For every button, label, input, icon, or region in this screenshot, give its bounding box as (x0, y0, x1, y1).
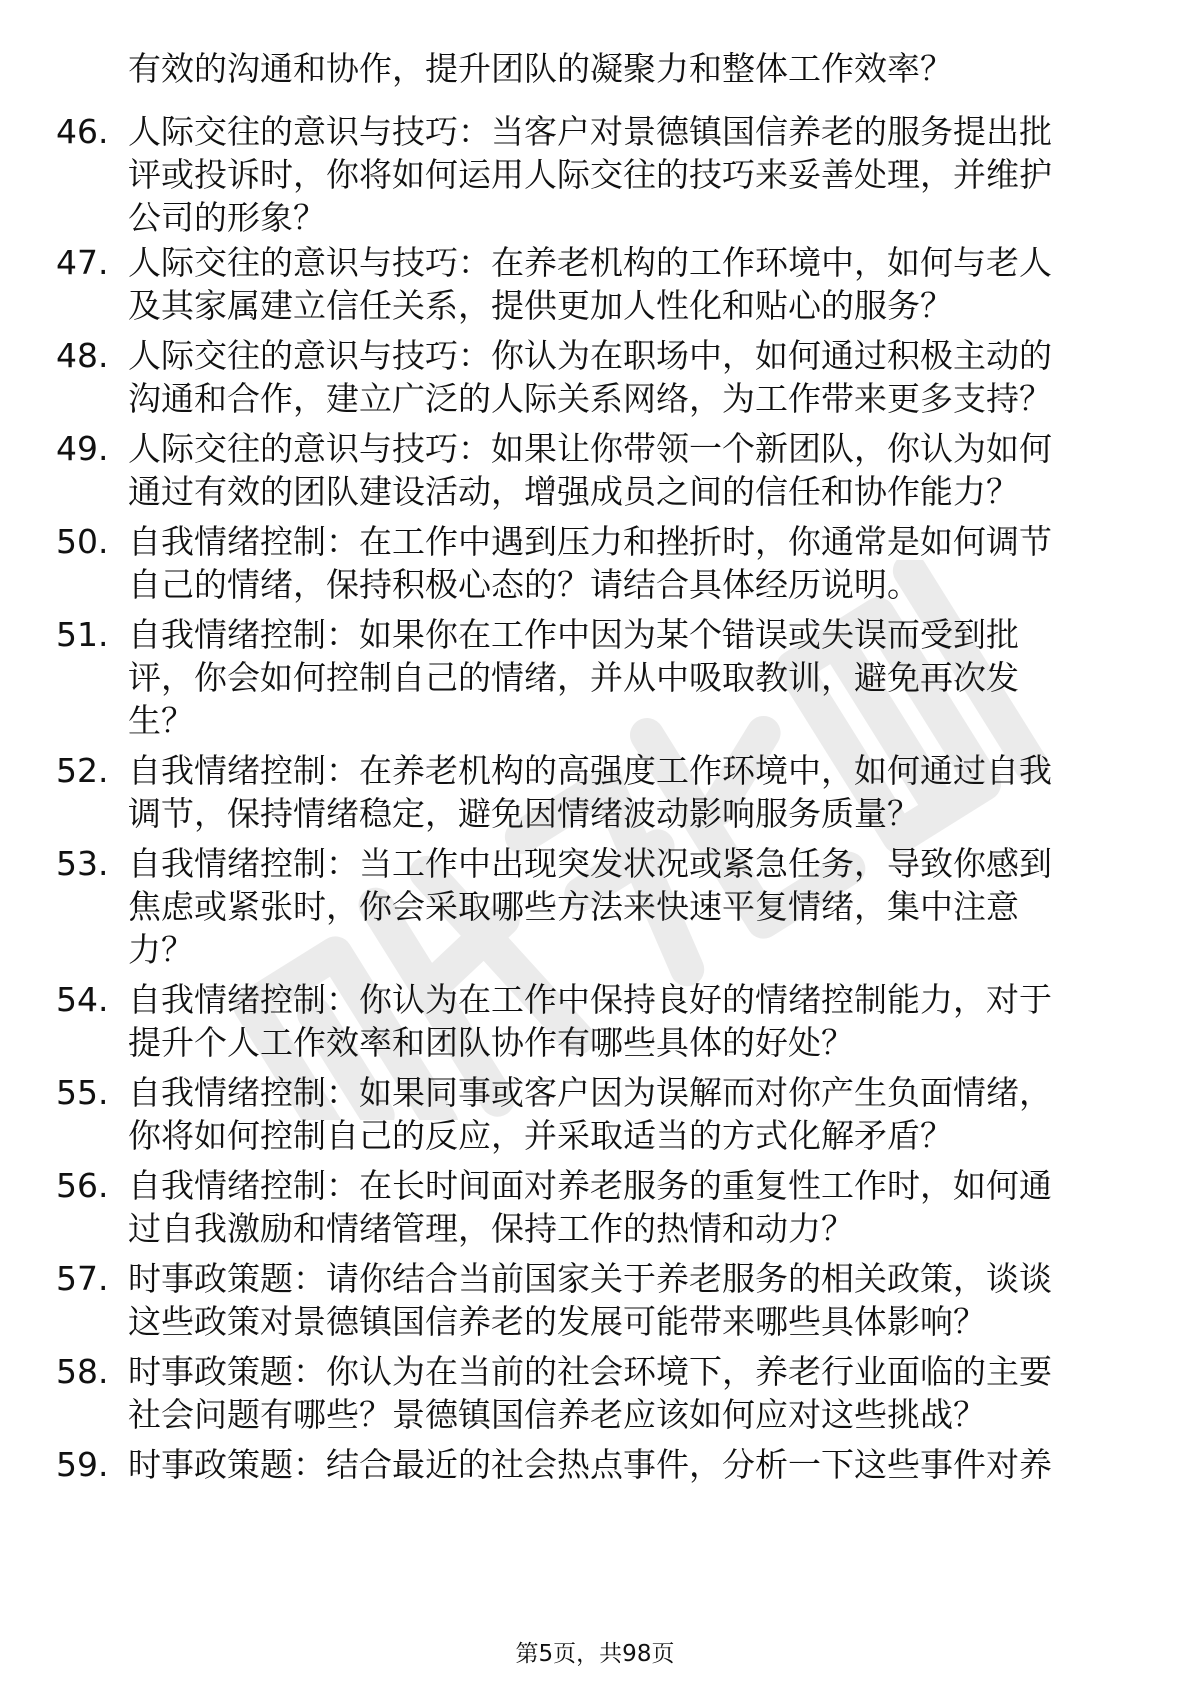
question-text (128, 978, 1120, 1064)
question-line: 时事政策题：你认为在当前的社会环境下，养老行业面临的主要 (128, 1352, 1052, 1391)
question-text (128, 110, 1120, 239)
question-line: 通过有效的团队建设活动，增强成员之间的信任和协作能力？ (128, 472, 1019, 511)
question-line: 提升个人工作效率和团队协作有哪些具体的好处？ (128, 1023, 854, 1062)
question-text (128, 749, 1120, 835)
question-number: 59. (56, 1445, 109, 1484)
question-text (128, 613, 1120, 742)
question-line: 自己的情绪，保持积极心态的？请结合具体经历说明。 (128, 565, 920, 604)
question-text (128, 1443, 1120, 1486)
question-line: 人际交往的意识与技巧：你认为在职场中，如何通过积极主动的 (128, 336, 1052, 375)
question-line: 社会问题有哪些？景德镇国信养老应该如何应对这些挑战？ (128, 1395, 986, 1434)
question-number: 46. (56, 112, 109, 151)
question-line: 自我情绪控制：在养老机构的高强度工作环境中，如何通过自我 (128, 751, 1052, 790)
question-line: 公司的形象？ (128, 198, 326, 237)
question-line: 时事政策题：结合最近的社会热点事件，分析一下这些事件对养 (128, 1445, 1052, 1484)
continuation-text: 有效的沟通和协作，提升团队的凝聚力和整体工作效率？ (128, 49, 953, 88)
question-line: 沟通和合作，建立广泛的人际关系网络，为工作带来更多支持？ (128, 379, 1052, 418)
question-text (128, 1350, 1120, 1436)
question-number: 47. (56, 243, 109, 282)
question-number: 56. (56, 1166, 109, 1205)
question-line: 及其家属建立信任关系，提供更加人性化和贴心的服务？ (128, 286, 953, 325)
question-number: 54. (56, 980, 109, 1019)
question-number: 53. (56, 844, 109, 883)
question-line: 自我情绪控制：在长时间面对养老服务的重复性工作时，如何通 (128, 1166, 1052, 1205)
question-line: 自我情绪控制：如果同事或客户因为误解而对你产生负面情绪， (128, 1073, 1052, 1112)
question-number: 51. (56, 615, 109, 654)
question-number: 49. (56, 429, 109, 468)
question-text (128, 1257, 1120, 1343)
question-number: 55. (56, 1073, 109, 1112)
question-number: 52. (56, 751, 109, 790)
question-line: 人际交往的意识与技巧：当客户对景德镇国信养老的服务提出批 (128, 112, 1052, 151)
question-line: 这些政策对景德镇国信养老的发展可能带来哪些具体影响？ (128, 1302, 986, 1341)
question-number: 48. (56, 336, 109, 375)
question-line: 自我情绪控制：如果你在工作中因为某个错误或失误而受到批 (128, 615, 1019, 654)
question-line: 人际交往的意识与技巧：在养老机构的工作环境中，如何与老人 (128, 243, 1052, 282)
page-footer: 第5页，共98页 (515, 1641, 675, 1667)
question-line: 时事政策题：请你结合当前国家关于养老服务的相关政策，谈谈 (128, 1259, 1052, 1298)
question-number: 58. (56, 1352, 109, 1391)
question-line: 自我情绪控制：当工作中出现突发状况或紧急任务，导致你感到 (128, 844, 1052, 883)
question-text (128, 842, 1120, 971)
question-line: 力？ (128, 930, 194, 969)
question-number: 57. (56, 1259, 109, 1298)
question-line: 评或投诉时，你将如何运用人际交往的技巧来妥善处理，并维护 (128, 155, 1052, 194)
question-line: 焦虑或紧张时，你会采取哪些方法来快速平复情绪，集中注意 (128, 887, 1019, 926)
question-number: 50. (56, 522, 109, 561)
question-text (128, 334, 1120, 420)
question-text (128, 241, 1120, 327)
question-line: 你将如何控制自己的反应，并采取适当的方式化解矛盾？ (128, 1116, 953, 1155)
question-line: 自我情绪控制：在工作中遇到压力和挫折时，你通常是如何调节 (128, 522, 1052, 561)
question-line: 生？ (128, 701, 194, 740)
question-line: 评，你会如何控制自己的情绪，并从中吸取教训，避免再次发 (128, 658, 1019, 697)
question-line: 调节，保持情绪稳定，避免因情绪波动影响服务质量？ (128, 794, 920, 833)
question-text (128, 1071, 1120, 1157)
question-text (128, 520, 1120, 606)
question-line: 人际交往的意识与技巧：如果让你带领一个新团队，你认为如何 (128, 429, 1052, 468)
question-line: 过自我激励和情绪管理，保持工作的热情和动力？ (128, 1209, 854, 1248)
question-text (128, 1164, 1120, 1250)
question-text (128, 427, 1120, 513)
question-line: 自我情绪控制：你认为在工作中保持良好的情绪控制能力，对于 (128, 980, 1052, 1019)
